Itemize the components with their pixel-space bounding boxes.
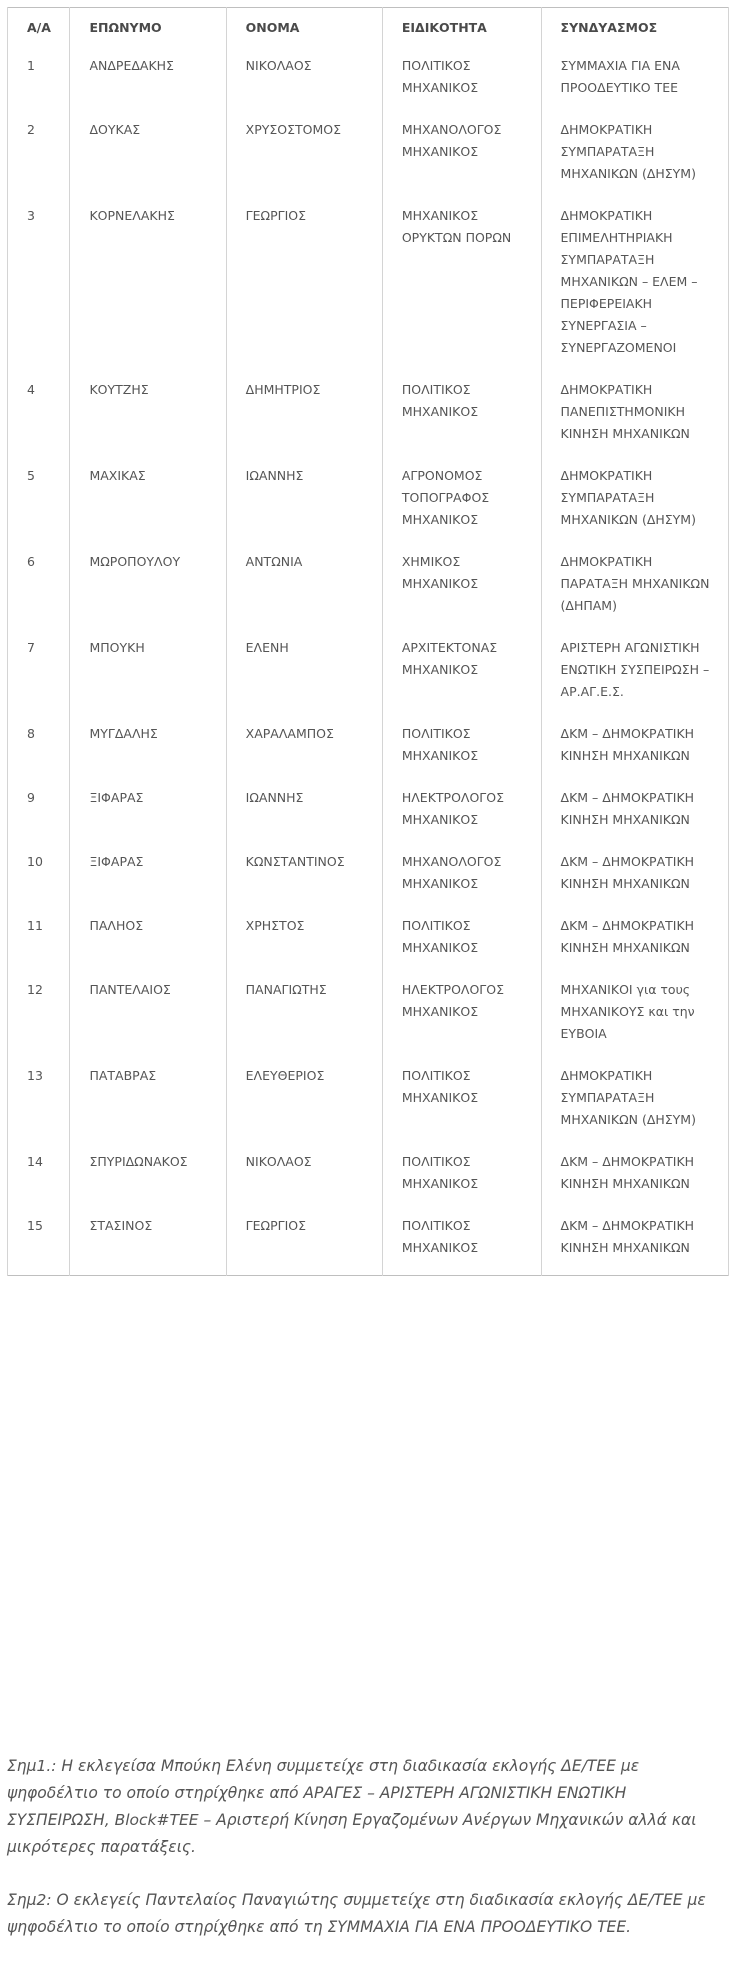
cell-row-number: 9 bbox=[8, 787, 70, 851]
cell-first-name: ΠΑΝΑΓΙΩΤΗΣ bbox=[226, 979, 382, 1065]
table-row bbox=[8, 119, 729, 205]
cell-first-name: ΧΑΡΑΛΑΜΠΟΣ bbox=[226, 723, 382, 787]
cell-row-number: 8 bbox=[8, 723, 70, 787]
cell-first-name: ΕΛΕΥΘΕΡΙΟΣ bbox=[226, 1065, 382, 1151]
cell-specialty: ΠΟΛΙΤΙΚΟΣ ΜΗΧΑΝΙΚΟΣ bbox=[382, 1151, 541, 1215]
table-row bbox=[8, 465, 729, 551]
cell-specialty: ΠΟΛΙΤΙΚΟΣ ΜΗΧΑΝΙΚΟΣ bbox=[382, 1065, 541, 1151]
cell-surname: ΠΑΛΗΟΣ bbox=[70, 915, 226, 979]
table-row bbox=[8, 787, 729, 851]
results-table bbox=[7, 7, 729, 1276]
table-header-row bbox=[8, 8, 729, 56]
cell-first-name: ΧΡΗΣΤΟΣ bbox=[226, 915, 382, 979]
cell-coalition: ΔΚΜ – ΔΗΜΟΚΡΑΤΙΚΗ ΚΙΝΗΣΗ ΜΗΧΑΝΙΚΩΝ bbox=[541, 723, 728, 787]
cell-surname: ΜΑΧΙΚΑΣ bbox=[70, 465, 226, 551]
cell-first-name: ΓΕΩΡΓΙΟΣ bbox=[226, 1215, 382, 1276]
note-2: Σημ2: Ο εκλεγείς Παντελαίος Παναγιώτης συμμετείχε στη διαδικασία εκλογής ΔΕ/ΤΕΕ με ψηφοδέλτιο το οποίο στηρίχθηκε από τη ΣΥΜΜΑΧΙΑ ΓΙΑ ΕΝΑ ΠΡΟΟΔΕΥΤΙΚΟ ΤΕΕ. bbox=[7, 1891, 706, 1936]
table-row bbox=[8, 55, 729, 119]
cell-specialty: ΑΡΧΙΤΕΚΤΟΝΑΣ ΜΗΧΑΝΙΚΟΣ bbox=[382, 637, 541, 723]
cell-coalition: ΔΗΜΟΚΡΑΤΙΚΗ ΣΥΜΠΑΡΑΤΑΞΗ ΜΗΧΑΝΙΚΩΝ (ΔΗΣΥΜ) bbox=[541, 465, 728, 551]
cell-row-number: 12 bbox=[8, 979, 70, 1065]
cell-first-name: ΔΗΜΗΤΡΙΟΣ bbox=[226, 379, 382, 465]
cell-coalition: ΔΚΜ – ΔΗΜΟΚΡΑΤΙΚΗ ΚΙΝΗΣΗ ΜΗΧΑΝΙΚΩΝ bbox=[541, 1151, 728, 1215]
cell-row-number: 4 bbox=[8, 379, 70, 465]
cell-row-number: 14 bbox=[8, 1151, 70, 1215]
cell-specialty: ΠΟΛΙΤΙΚΟΣ ΜΗΧΑΝΙΚΟΣ bbox=[382, 379, 541, 465]
table-row bbox=[8, 637, 729, 723]
cell-row-number: 2 bbox=[8, 119, 70, 205]
cell-specialty: ΧΗΜΙΚΟΣ ΜΗΧΑΝΙΚΟΣ bbox=[382, 551, 541, 637]
note-1: Σημ1.: Η εκλεγείσα Μπούκη Ελένη συμμετείχε στη διαδικασία εκλογής ΔΕ/ΤΕΕ με ψηφοδέλτιο το οποίο στηρίχθηκε από ΑΡΑΓΕΣ – ΑΡΙΣΤΕΡΗ ΑΓΩΝΙΣΤΙΚΗ ΕΝΩΤΙΚΗ ΣΥΣΠΕΙΡΩΣΗ, Block#TEE – Αριστερή Κίνηση Εργαζομένων Ανέργων Μηχανικών αλλά και μικρότερες παρατάξεις. bbox=[7, 1757, 697, 1856]
cell-specialty: ΠΟΛΙΤΙΚΟΣ ΜΗΧΑΝΙΚΟΣ bbox=[382, 915, 541, 979]
cell-row-number: 5 bbox=[8, 465, 70, 551]
cell-surname: ΚΟΡΝΕΛΑΚΗΣ bbox=[70, 205, 226, 379]
cell-surname: ΠΑΝΤΕΛΑΙΟΣ bbox=[70, 979, 226, 1065]
cell-specialty: ΗΛΕΚΤΡΟΛΟΓΟΣ ΜΗΧΑΝΙΚΟΣ bbox=[382, 787, 541, 851]
header-cell-specialty: ΕΙΔΙΚΟΤΗΤΑ bbox=[382, 8, 541, 56]
cell-coalition: ΜΗΧΑΝΙΚΟΙ για τους ΜΗΧΑΝΙΚΟΥΣ και την ΕΥΒΟΙΑ bbox=[541, 979, 728, 1065]
cell-coalition: ΔΗΜΟΚΡΑΤΙΚΗ ΕΠΙΜΕΛΗΤΗΡΙΑΚΗ ΣΥΜΠΑΡΑΤΑΞΗ ΜΗΧΑΝΙΚΩΝ – ΕΛΕΜ – ΠΕΡΙΦΕΡΕΙΑΚΗ ΣΥΝΕΡΓΑΣΙΑ – ΣΥΝΕΡΓΑΖΟΜΕΝΟΙ bbox=[541, 205, 728, 379]
header-cell-aa: Α/Α bbox=[8, 8, 70, 56]
cell-specialty: ΠΟΛΙΤΙΚΟΣ ΜΗΧΑΝΙΚΟΣ bbox=[382, 55, 541, 119]
cell-coalition: ΔΗΜΟΚΡΑΤΙΚΗ ΠΑΝΕΠΙΣΤΗΜΟΝΙΚΗ ΚΙΝΗΣΗ ΜΗΧΑΝΙΚΩΝ bbox=[541, 379, 728, 465]
cell-row-number: 13 bbox=[8, 1065, 70, 1151]
table-row bbox=[8, 1065, 729, 1151]
cell-specialty: ΠΟΛΙΤΙΚΟΣ ΜΗΧΑΝΙΚΟΣ bbox=[382, 1215, 541, 1276]
cell-first-name: ΑΝΤΩΝΙΑ bbox=[226, 551, 382, 637]
table-row bbox=[8, 379, 729, 465]
table-row bbox=[8, 205, 729, 379]
cell-first-name: ΚΩΝΣΤΑΝΤΙΝΟΣ bbox=[226, 851, 382, 915]
table-row bbox=[8, 1215, 729, 1276]
cell-coalition: ΔΗΜΟΚΡΑΤΙΚΗ ΣΥΜΠΑΡΑΤΑΞΗ ΜΗΧΑΝΙΚΩΝ (ΔΗΣΥΜ) bbox=[541, 1065, 728, 1151]
table-body bbox=[8, 55, 729, 1276]
cell-specialty: ΠΟΛΙΤΙΚΟΣ ΜΗΧΑΝΙΚΟΣ bbox=[382, 723, 541, 787]
cell-surname: ΚΟΥΤΖΗΣ bbox=[70, 379, 226, 465]
table-row bbox=[8, 1151, 729, 1215]
cell-surname: ΜΠΟΥΚΗ bbox=[70, 637, 226, 723]
cell-row-number: 1 bbox=[8, 55, 70, 119]
table-row bbox=[8, 979, 729, 1065]
cell-specialty: ΑΓΡΟΝΟΜΟΣ ΤΟΠΟΓΡΑΦΟΣ ΜΗΧΑΝΙΚΟΣ bbox=[382, 465, 541, 551]
cell-first-name: ΓΕΩΡΓΙΟΣ bbox=[226, 205, 382, 379]
cell-surname: ΜΥΓΔΑΛΗΣ bbox=[70, 723, 226, 787]
cell-surname: ΞΙΦΑΡΑΣ bbox=[70, 851, 226, 915]
cell-coalition: ΔΚΜ – ΔΗΜΟΚΡΑΤΙΚΗ ΚΙΝΗΣΗ ΜΗΧΑΝΙΚΩΝ bbox=[541, 1215, 728, 1276]
cell-coalition: ΔΚΜ – ΔΗΜΟΚΡΑΤΙΚΗ ΚΙΝΗΣΗ ΜΗΧΑΝΙΚΩΝ bbox=[541, 787, 728, 851]
cell-row-number: 7 bbox=[8, 637, 70, 723]
cell-row-number: 10 bbox=[8, 851, 70, 915]
table-row bbox=[8, 851, 729, 915]
table-row bbox=[8, 915, 729, 979]
cell-first-name: ΝΙΚΟΛΑΟΣ bbox=[226, 1151, 382, 1215]
cell-specialty: ΜΗΧΑΝΟΛΟΓΟΣ ΜΗΧΑΝΙΚΟΣ bbox=[382, 119, 541, 205]
cell-specialty: ΜΗΧΑΝΟΛΟΓΟΣ ΜΗΧΑΝΙΚΟΣ bbox=[382, 851, 541, 915]
cell-first-name: ΧΡΥΣΟΣΤΟΜΟΣ bbox=[226, 119, 382, 205]
cell-coalition: ΣΥΜΜΑΧΙΑ ΓΙΑ ΕΝΑ ΠΡΟΟΔΕΥΤΙΚΟ ΤΕΕ bbox=[541, 55, 728, 119]
cell-surname: ΣΠΥΡΙΔΩΝΑΚΟΣ bbox=[70, 1151, 226, 1215]
cell-surname: ΣΤΑΣΙΝΟΣ bbox=[70, 1215, 226, 1276]
cell-first-name: ΙΩΑΝΝΗΣ bbox=[226, 465, 382, 551]
cell-coalition: ΔΚΜ – ΔΗΜΟΚΡΑΤΙΚΗ ΚΙΝΗΣΗ ΜΗΧΑΝΙΚΩΝ bbox=[541, 851, 728, 915]
header-cell-coalition: ΣΥΝΔΥΑΣΜΟΣ bbox=[541, 8, 728, 56]
cell-row-number: 3 bbox=[8, 205, 70, 379]
cell-surname: ΞΙΦΑΡΑΣ bbox=[70, 787, 226, 851]
cell-surname: ΜΩΡΟΠΟΥΛΟΥ bbox=[70, 551, 226, 637]
table-row bbox=[8, 551, 729, 637]
cell-row-number: 6 bbox=[8, 551, 70, 637]
cell-first-name: ΙΩΑΝΝΗΣ bbox=[226, 787, 382, 851]
cell-row-number: 15 bbox=[8, 1215, 70, 1276]
header-cell-name: ΟΝΟΜΑ bbox=[226, 8, 382, 56]
cell-coalition: ΔΗΜΟΚΡΑΤΙΚΗ ΠΑΡΑΤΑΞΗ ΜΗΧΑΝΙΚΩΝ (ΔΗΠΑΜ) bbox=[541, 551, 728, 637]
cell-row-number: 11 bbox=[8, 915, 70, 979]
cell-first-name: ΕΛΕΝΗ bbox=[226, 637, 382, 723]
cell-surname: ΔΟΥΚΑΣ bbox=[70, 119, 226, 205]
cell-specialty: ΜΗΧΑΝΙΚΟΣ ΟΡΥΚΤΩΝ ΠΟΡΩΝ bbox=[382, 205, 541, 379]
notes-section bbox=[7, 1753, 729, 1967]
header-cell-surname: ΕΠΩΝΥΜΟ bbox=[70, 8, 226, 56]
cell-surname: ΠΑΤΑΒΡΑΣ bbox=[70, 1065, 226, 1151]
cell-surname: ΑΝΔΡΕΔΑΚΗΣ bbox=[70, 55, 226, 119]
cell-specialty: ΗΛΕΚΤΡΟΛΟΓΟΣ ΜΗΧΑΝΙΚΟΣ bbox=[382, 979, 541, 1065]
cell-coalition: ΔΚΜ – ΔΗΜΟΚΡΑΤΙΚΗ ΚΙΝΗΣΗ ΜΗΧΑΝΙΚΩΝ bbox=[541, 915, 728, 979]
cell-coalition: ΔΗΜΟΚΡΑΤΙΚΗ ΣΥΜΠΑΡΑΤΑΞΗ ΜΗΧΑΝΙΚΩΝ (ΔΗΣΥΜ) bbox=[541, 119, 728, 205]
table-row bbox=[8, 723, 729, 787]
cell-coalition: ΑΡΙΣΤΕΡΗ ΑΓΩΝΙΣΤΙΚΗ ΕΝΩΤΙΚΗ ΣΥΣΠΕΙΡΩΣΗ – ΑΡ.ΑΓ.Ε.Σ. bbox=[541, 637, 728, 723]
cell-first-name: ΝΙΚΟΛΑΟΣ bbox=[226, 55, 382, 119]
